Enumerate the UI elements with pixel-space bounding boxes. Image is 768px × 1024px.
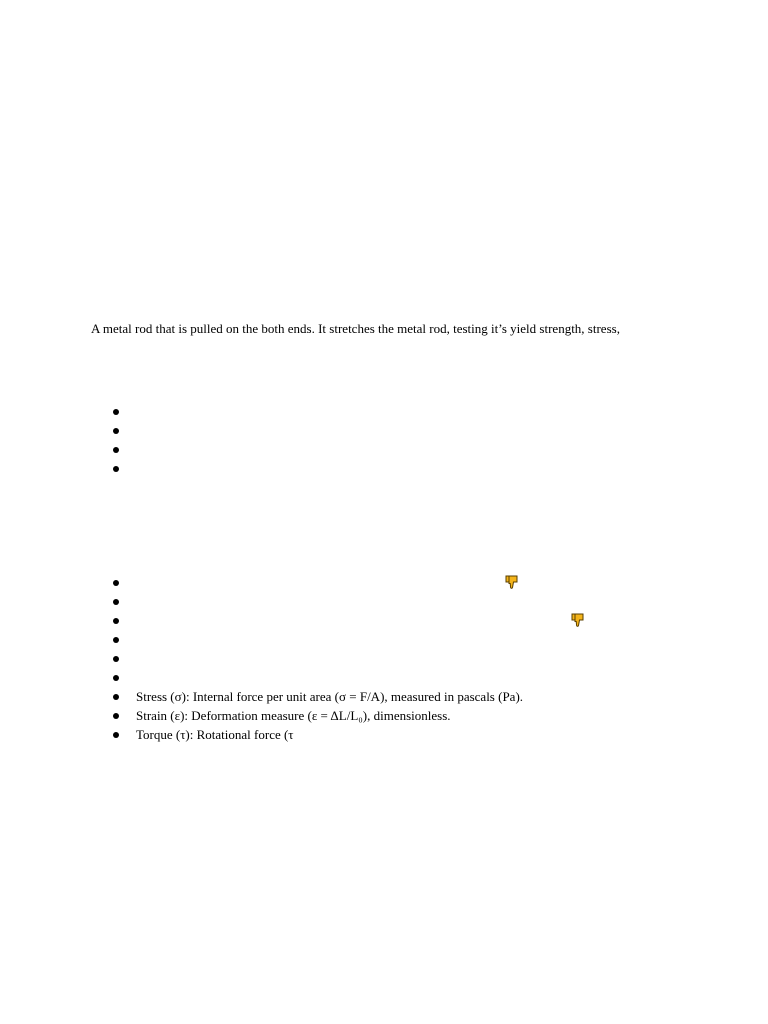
bullet-list-two [0,573,768,744]
bullet-icon [113,732,119,738]
list-item [0,668,768,687]
bullet-icon [113,675,119,681]
list-item [0,592,768,611]
list-item [0,440,768,459]
list-item [0,706,768,725]
list-item [0,402,768,421]
bullet-icon [113,637,119,643]
list-item [0,630,768,649]
list-item [0,459,768,478]
bullet-icon [113,428,119,434]
intro-paragraph: A metal rod that is pulled on the both ends. It stretches the metal rod, testing it’s yield strength, stress, [91,321,620,336]
bullet-list-one [0,402,768,478]
list-item [0,611,768,630]
list-item-text: Torque (τ): Rotational force (τ [136,727,294,742]
bullet-icon [113,618,119,624]
thumbs-down-icon[interactable] [570,612,586,628]
bullet-icon [113,694,119,700]
list-item [0,687,768,706]
bullet-icon [113,447,119,453]
bullet-icon [113,409,119,415]
list-item-text: Strain (ε): Deformation measure (ε = ΔL/L₀), dimensionless. [136,708,451,723]
thumbs-down-icon[interactable] [504,574,520,590]
list-item [0,421,768,440]
list-item-text: Stress (σ): Internal force per unit area (σ = F/A), measured in pascals (Pa). [136,689,524,704]
list-item [0,725,768,744]
bullet-icon [113,580,119,586]
bullet-icon [113,656,119,662]
list-item [0,573,768,592]
bullet-icon [113,599,119,605]
list-item [0,649,768,668]
bullet-icon [113,466,119,472]
bullet-icon [113,713,119,719]
